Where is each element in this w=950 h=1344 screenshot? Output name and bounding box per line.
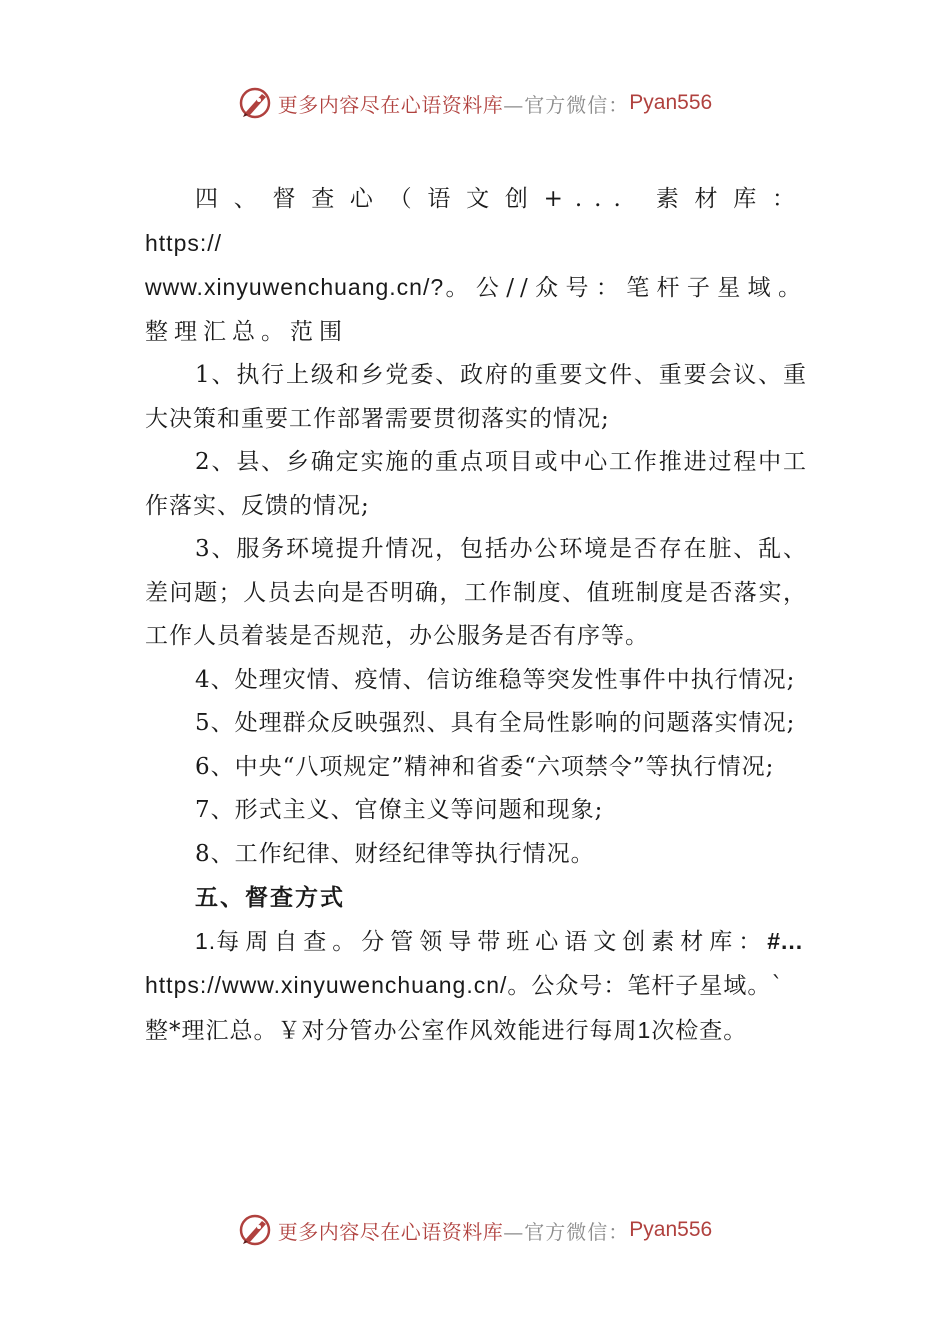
section-five-text-b: 。公众号：笔杆子星域。`: [507, 973, 784, 999]
watermark-rest-text: —官方微信：: [503, 92, 630, 117]
footer-watermark: [0, 1212, 950, 1248]
list-item: 8、工作纪律、财经纪律等执行情况。: [195, 840, 595, 867]
list-item: 7、形式主义、官僚主义等问题和现象;: [195, 797, 604, 823]
section-four-url-part2: www.xinyuwenchuang.cn/?: [145, 274, 445, 300]
section-five-heading: 五、督查方式: [195, 884, 345, 911]
pen-logo-icon: [238, 86, 272, 120]
section-five-text-d: 次检查。: [651, 1017, 748, 1044]
section-five-count: 1: [637, 1016, 652, 1043]
list-item: 6、中央“八项规定”精神和省委“六项禁令”等执行情况;: [195, 753, 775, 780]
section-four-title: 四、督查心（语文创+... 素材库：: [195, 186, 807, 212]
section-four-text: 。公//众号：笔杆子星域。整理汇总。范围: [145, 275, 807, 345]
watermark-main-text: 更多内容尽在心语资料库: [277, 92, 504, 117]
section-four-url-part1: https://: [145, 229, 223, 256]
list-item: 1、执行上级和乡党委、政府的重要文件、重要会议、重大决策和重要工作部署需要贯彻落实的情况;: [145, 362, 807, 432]
list-item: 2、县、乡确定实施的重点项目或中心工作推进过程中工作落实、反馈的情况;: [145, 449, 807, 519]
pen-logo-icon: [238, 1213, 272, 1247]
watermark-wechat-id: Pyan556: [629, 91, 713, 114]
watermark-rest-text: —官方微信：: [503, 1219, 630, 1244]
item-number: 1.: [195, 927, 217, 954]
section-five-text-a: 每周自查。分管领导带班心语文创素材库：: [216, 928, 768, 955]
header-watermark: [0, 85, 950, 121]
watermark-main-text: 更多内容尽在心语资料库: [277, 1219, 504, 1244]
section-four-paragraph: [145, 178, 807, 354]
list-item: 3、服务环境提升情况，包括办公环境是否存在脏、乱、差问题；人员去向是否明确，工作制度、值班制度是否落实，工作人员着装是否规范，办公服务是否有序等。: [145, 536, 807, 649]
list-item: 4、处理灾情、疫情、信访维稳等突发性事件中执行情况;: [195, 666, 796, 693]
document-body: [145, 178, 807, 1053]
watermark-wechat-id: Pyan556: [629, 1218, 713, 1241]
section-five-hash: #...: [767, 927, 804, 954]
section-five-paragraph: [145, 920, 807, 1054]
list-item: 5、处理群众反映强烈、具有全局性影响的问题落实情况;: [195, 710, 796, 736]
section-five-url: https://www.xinyuwenchuang.cn/: [145, 972, 508, 998]
section-five-text-c: 整*理汇总。￥对分管办公室作风效能进行每周: [145, 1017, 638, 1044]
